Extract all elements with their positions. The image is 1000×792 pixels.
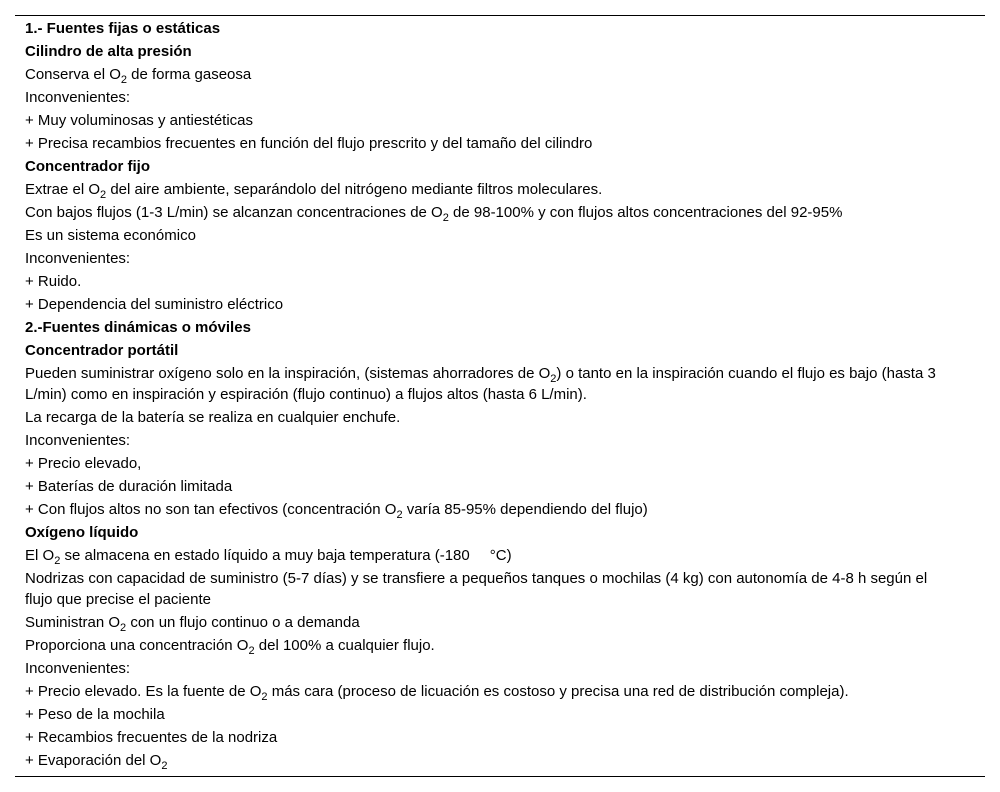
subsection-title-cylinder: Cilindro de alta presión bbox=[25, 43, 192, 60]
text-line: El $O_2$ se almacena en estado líquido a muy baja temperatura (-180 °C) bbox=[25, 547, 512, 567]
table-bottom-rule bbox=[15, 776, 985, 777]
text-line: Inconvenientes: bbox=[25, 660, 131, 677]
table-top-rule bbox=[15, 15, 985, 16]
subsection-title-fixed-concentrator: Concentrador fijo bbox=[25, 158, 151, 175]
text-line: + Precio elevado, bbox=[25, 455, 142, 472]
text-line: Pueden suministrar oxígeno solo en la inspiración, (sistemas ahorradores de $O_2$) o tanto en la inspiración cuando el flujo es bajo (hasta 3 L/min) como en inspiración y espiración (flujo continuo) a flujos altos (hasta 6 L/min). bbox=[25, 365, 936, 403]
text-line: + Precio elevado. Es la fuente de $O_2$ más cara (proceso de licuación es costoso y precisa una red de distribución compleja). bbox=[25, 683, 849, 703]
text-line: Con bajos flujos (1-3 L/min) se alcanzan concentraciones de $O_2$ de 98-100% y con flujos altos concentraciones del 92-95% bbox=[25, 204, 843, 224]
text-line: Es un sistema económico bbox=[25, 227, 196, 244]
text-line: + Evaporación del $O_2$ bbox=[25, 752, 168, 772]
text-line: Proporciona una concentración $O_2$ del 100% a cualquier flujo. bbox=[25, 637, 435, 657]
text-line: Inconvenientes: bbox=[25, 250, 131, 267]
subsection-title-liquid-oxygen: Oxígeno líquido bbox=[25, 524, 139, 541]
text-line: La recarga de la batería se realiza en cualquier enchufe. bbox=[25, 409, 401, 426]
text-line: Conserva el $O_2$ de forma gaseosa bbox=[25, 66, 252, 86]
oxygen-sources-table bbox=[25, 17, 955, 772]
text-line: Suministran $O_2$ con un flujo continuo o a demanda bbox=[25, 614, 360, 634]
section-heading-mobile-sources: 2.-Fuentes dinámicas o móviles bbox=[25, 319, 251, 336]
section-heading-fixed-sources: 1.- Fuentes fijas o estáticas bbox=[25, 20, 221, 37]
text-line: Inconvenientes: bbox=[25, 432, 131, 449]
text-line: + Peso de la mochila bbox=[25, 706, 165, 723]
text-line: + Recambios frecuentes de la nodriza bbox=[25, 729, 278, 746]
text-line: + Dependencia del suministro eléctrico bbox=[25, 296, 284, 313]
text-line: Nodrizas con capacidad de suministro (5-7 días) y se transfiere a pequeños tanques o mochilas (4 kg) con autonomía de 4-8 h según el flujo que precise el paciente bbox=[25, 570, 928, 608]
text-line: Inconvenientes: bbox=[25, 89, 131, 106]
text-line: + Baterías de duración limitada bbox=[25, 478, 233, 495]
subsection-title-portable-concentrator: Concentrador portátil bbox=[25, 342, 179, 359]
text-line: + Precisa recambios frecuentes en función del flujo prescrito y del tamaño del cilindro bbox=[25, 135, 593, 152]
text-line: + Ruido. bbox=[25, 273, 82, 290]
text-line: + Muy voluminosas y antiestéticas bbox=[25, 112, 254, 129]
text-line: Extrae el $O_2$ del aire ambiente, separándolo del nitrógeno mediante filtros moleculares. bbox=[25, 181, 603, 201]
text-line: + Con flujos altos no son tan efectivos (concentración $O_2$ varía 85-95% dependiendo del flujo) bbox=[25, 501, 648, 521]
